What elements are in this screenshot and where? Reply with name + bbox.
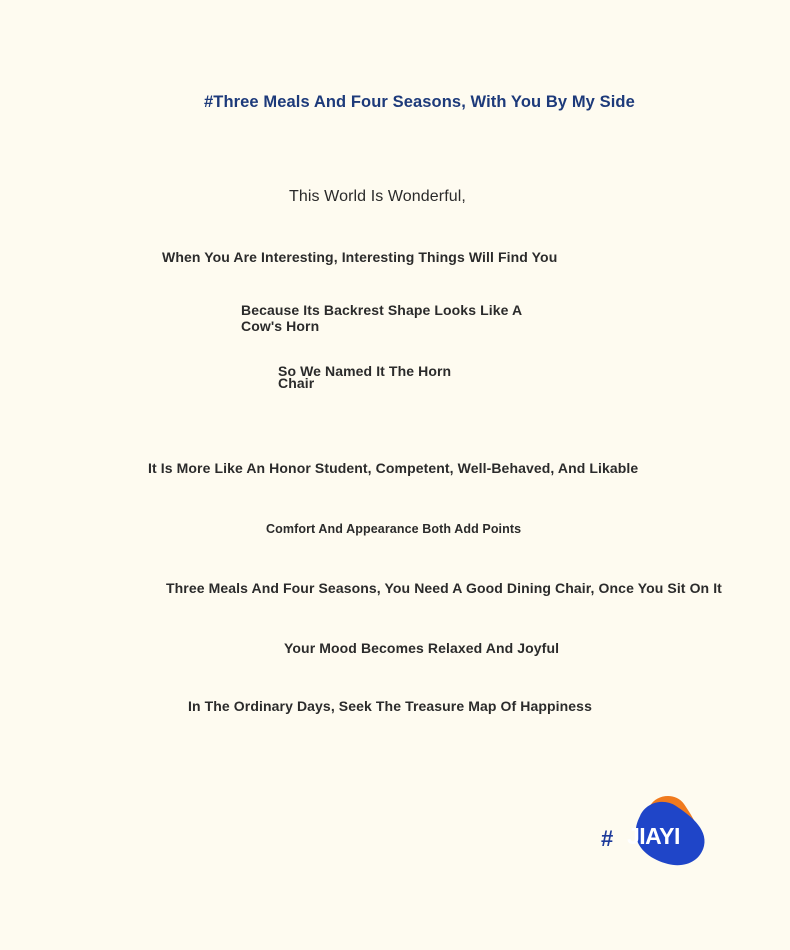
text-line-7: Three Meals And Four Seasons, You Need A Good Dining Chair, Once You Sit On It (166, 580, 722, 596)
text-line-8: Your Mood Becomes Relaxed And Joyful (284, 640, 560, 656)
brand-logo (598, 792, 710, 868)
text-line-6: Comfort And Appearance Both Add Points (266, 522, 522, 536)
text-line-5: It Is More Like An Honor Student, Competent, Well-Behaved, And Likable (148, 460, 639, 476)
brand-name: JIAYI (627, 823, 680, 849)
text-line-3: Because Its Backrest Shape Looks Like A Cow's Horn (241, 302, 522, 334)
text-line-1: This World Is Wonderful, (289, 188, 466, 205)
text-line-4: So We Named It The Horn Chair (278, 363, 452, 391)
page-title: #Three Meals And Four Seasons, With You By My Side (204, 93, 635, 111)
text-line-9: In The Ordinary Days, Seek The Treasure Map Of Happiness (188, 698, 592, 714)
brand-hash: # (601, 826, 614, 851)
text-line-2: When You Are Interesting, Interesting Things Will Find You (162, 249, 558, 265)
